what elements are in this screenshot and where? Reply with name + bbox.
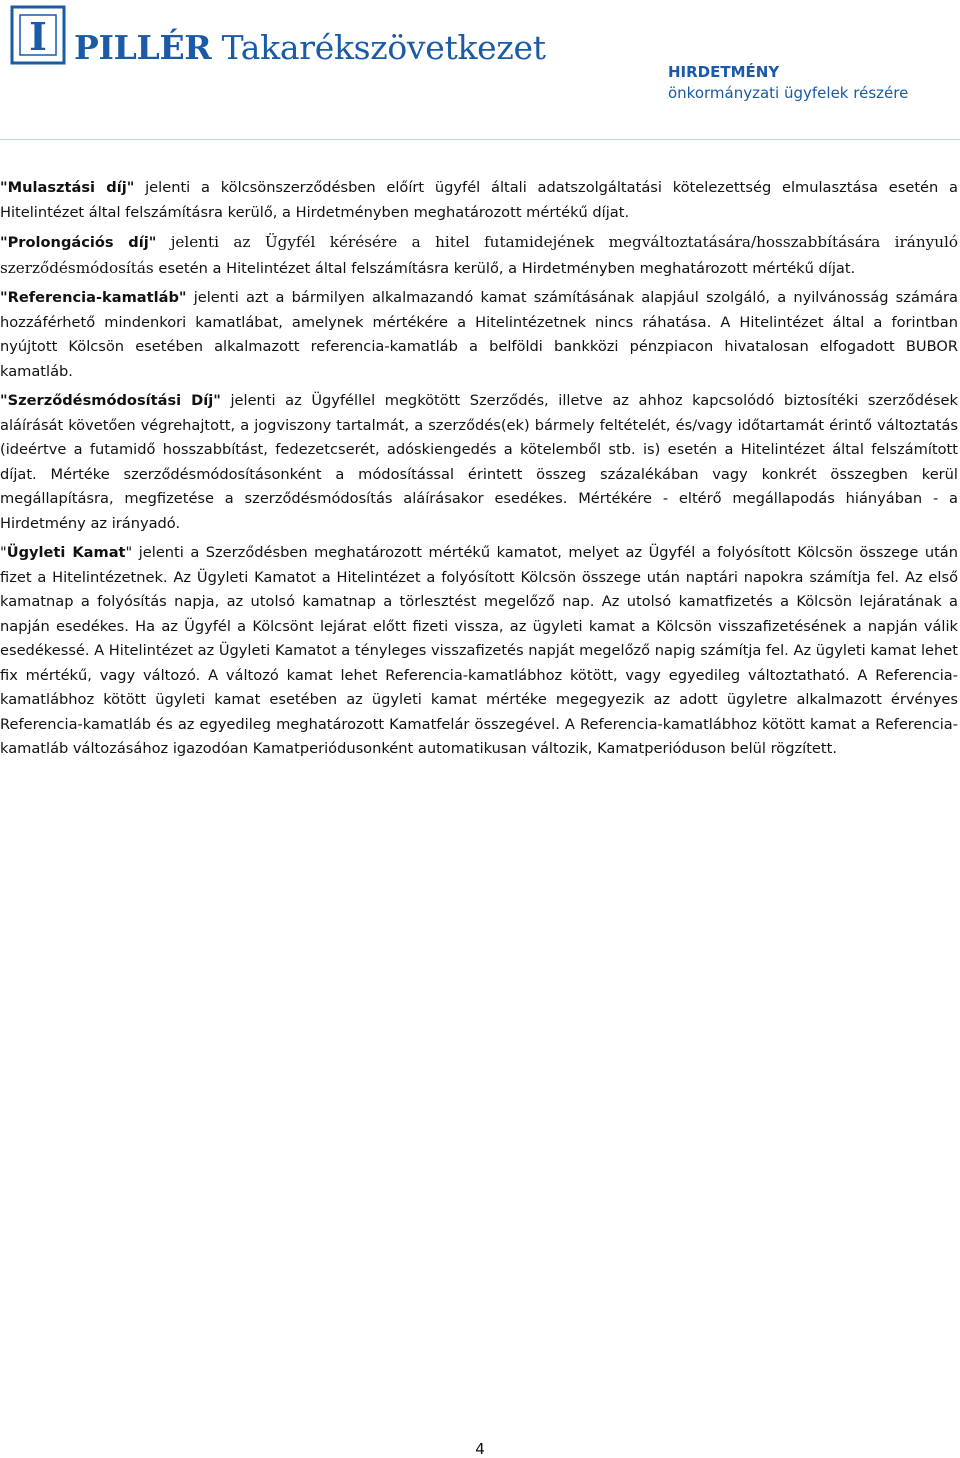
header-divider (0, 139, 960, 140)
logo-mark-icon (10, 5, 66, 65)
term: "Referencia-kamatláb" (0, 289, 187, 306)
term: "Mulasztási díj" (0, 179, 135, 196)
notice-heading (668, 62, 908, 104)
brand-name (74, 28, 546, 67)
definition-text: jelenti a Szerződésben meghatározott mértékű kamatot, melyet az Ügyfél a folyósított Kölcsön összege után fizet a Hitelintézetnek. Az Ügyleti Kamatot a Hitelintézet a folyósított Kölcsön összege után naptári napokra számítja fel. Az első kamatnap a folyósítás napja, az utolsó kamatnap a törlesztést megelőző nap. Az utolsó kamatfizetés a Kölcsön lejáratának a napján esedékes. Ha az Ügyfél a Kölcsönt lejárat előtt fizeti vissza, az ügyleti kamat a Kölcsön visszafizetésének a napján válik esedékessé. A Hitelintézet az Ügyleti Kamatot a tényleges visszafizetés napját megelőző napig számítja fel. Az ügyleti kamat lehet fix mértékű, vagy változó. A változó kamat lehet Referencia-kamatlábhoz kötött, vagy egyedileg változtatható. A Referencia-kamatlábhoz kötött ügyleti kamat esetében az ügyleti kamat mértéke megegyezik az adott ügyletre alkalmazott érvényes Referencia-kamatláb és az egyedileg meghatározott Kamatfelár összegével. A Referencia-kamatlábhoz kötött kamat a Referencia-kamatláb változásához igazodóan Kamatperiódusonként automatikusan változik, Kamatperióduson belül rögzített. (0, 544, 958, 757)
page-header (0, 0, 960, 140)
document-body (0, 176, 958, 767)
definition-text: jelenti azt a bármilyen alkalmazandó kamat számításának alapjául szolgáló, a nyilvánosság számára hozzáférhető mindenkori kamatlábat, amelynek mértékére a Hitelintézetnek nincs ráhatása. A Hitelintézet által a forintban nyújtott Kölcsön esetében alkalmazott referencia-kamatláb a belföldi bankközi pénzpiacon hivatalosan elfogadott BUBOR kamatláb. (0, 289, 958, 380)
definition-text: jelenti az Ügyféllel megkötött Szerződés, illetve az ahhoz kapcsolódó biztosítéki szerződések aláírását követően végrehajtott, a jogviszony tartalmát, a szerződés(ek) bármely feltételét, és/vagy időtartamát érintő változtatás (ideértve a futamidő hosszabbítást, fedezetcserét, adóskiengedés a kötelemből stb. is) esetén a Hitelintézet által felszámított díjat. Mértéke szerződésmódosításonként a módosítással érintett összeg százalékában vagy konkrét összegben kerül megállapításra, megfizetése a szerződésmódosítás aláírásakor esedékes. Mértékére - eltérő megállapodás hiányában - a Hirdetmény az irányadó. (0, 392, 958, 532)
logo-letter: I (29, 14, 47, 59)
definition-prolongacios-dij (0, 230, 958, 281)
page-number: 4 (475, 1440, 485, 1458)
definition-referencia-kamatlab (0, 286, 958, 384)
definition-text: jelenti a kölcsönszerződésben előírt ügyfél általi adatszolgáltatási kötelezettség elmulasztása esetén a Hitelintézet által felszámításra kerülő, a Hirdetményben meghatározott mértékű díjat. (0, 179, 958, 221)
quote-close: " (125, 544, 133, 561)
definition-szerzodesmodositasi-dij (0, 389, 958, 536)
definition-text: esetén a Hitelintézet által felszámításra kerülő, a Hirdetményben meghatározott mértékű díjat. (153, 259, 856, 277)
brand-name-bold: PILLÉR (74, 28, 212, 67)
brand-name-rest: Takarékszövetkezet (221, 28, 546, 67)
term: "Szerződésmódosítási Díj" (0, 392, 221, 409)
term: Ügyleti Kamat (6, 544, 126, 561)
quote-open: " (0, 544, 7, 561)
definition-mulasztasi-dij (0, 176, 958, 225)
definition-text-serif: jelenti az Ügyfél kérésére a hitel futamidejének megváltoztatására/hosszabbítására irányuló szerződésmódosítás (0, 233, 958, 277)
notice-subtitle: önkormányzati ügyfelek részére (668, 84, 909, 102)
term: "Prolongációs díj" (0, 234, 157, 251)
definition-ugyleti-kamat (0, 541, 958, 762)
notice-title: HIRDETMÉNY (668, 63, 780, 81)
